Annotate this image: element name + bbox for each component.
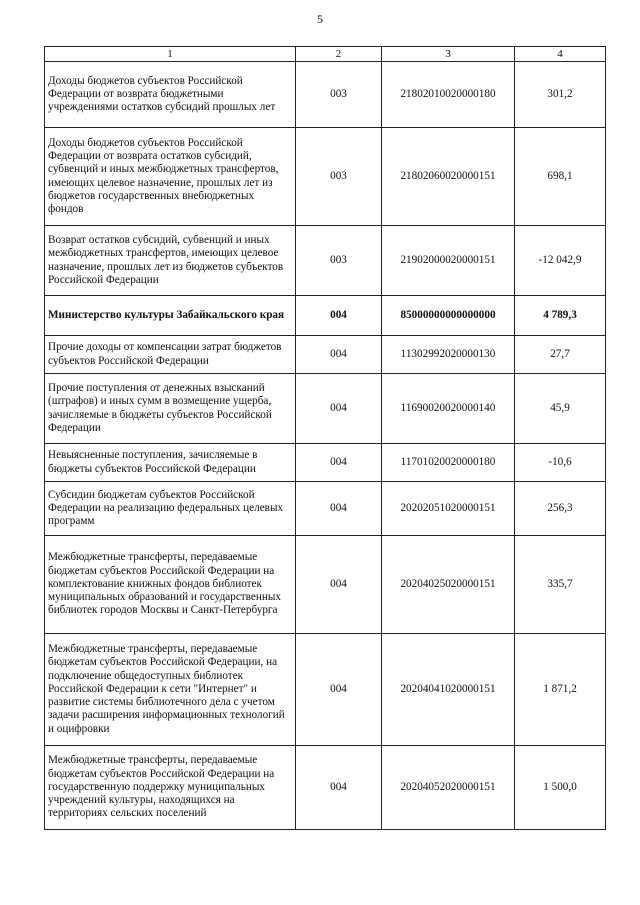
row-amount: 27,7: [515, 336, 606, 374]
page-number: 5: [317, 12, 323, 26]
row-name: Министерство культуры Забайкальского края: [45, 296, 296, 336]
table-row: [45, 536, 606, 634]
row-admin-code: 004: [296, 482, 382, 536]
row-name: Прочие доходы от компенсации затрат бюджетов субъектов Российской Федерации: [45, 336, 296, 374]
row-amount: 698,1: [515, 128, 606, 226]
row-budget-code: 20204041020000151: [382, 634, 515, 746]
row-budget-code: 11701020020000180: [382, 444, 515, 482]
row-name: Межбюджетные трансферты, передаваемые бюджетам субъектов Российской Федерации на комплектование книжных фондов библиотек муниципальных образований и государственных библиотек городов Москвы и Санкт-Петербурга: [45, 536, 296, 634]
row-budget-code: 85000000000000000: [382, 296, 515, 336]
table-row: [45, 374, 606, 444]
row-admin-code: 004: [296, 536, 382, 634]
row-name: Прочие поступления от денежных взысканий (штрафов) и иных сумм в возмещение ущерба, зачисляемые в бюджеты субъектов Российской Федерации: [45, 374, 296, 444]
row-budget-code: 20204052020000151: [382, 746, 515, 830]
table-row: [45, 336, 606, 374]
table-row: [45, 62, 606, 128]
row-budget-code: 11690020020000140: [382, 374, 515, 444]
table-row: [45, 444, 606, 482]
table-row: [45, 634, 606, 746]
table-row-section: [45, 296, 606, 336]
row-name: Невыясненные поступления, зачисляемые в бюджеты субъектов Российской Федерации: [45, 444, 296, 482]
row-amount: 1 500,0: [515, 746, 606, 830]
table-row: [45, 746, 606, 830]
row-name: Субсидии бюджетам субъектов Российской Федерации на реализацию федеральных целевых программ: [45, 482, 296, 536]
row-amount: 45,9: [515, 374, 606, 444]
table-row: [45, 226, 606, 296]
revenue-table: [44, 46, 606, 830]
row-admin-code: 004: [296, 336, 382, 374]
row-amount: 301,2: [515, 62, 606, 128]
row-admin-code: 003: [296, 226, 382, 296]
row-admin-code: 004: [296, 296, 382, 336]
row-name: Доходы бюджетов субъектов Российской Федерации от возврата бюджетными учреждениями остатков субсидий прошлых лет: [45, 62, 296, 128]
row-budget-code: 11302992020000130: [382, 336, 515, 374]
row-amount: 335,7: [515, 536, 606, 634]
row-name: Межбюджетные трансферты, передаваемые бюджетам субъектов Российской Федерации, на подключение общедоступных библиотек Российской Федерации к сети "Интернет" и развитие системы библиотечного дела с учетом задачи расширения информационных технологий и оцифровки: [45, 634, 296, 746]
column-header-2: 2: [296, 47, 382, 62]
table-row: [45, 482, 606, 536]
table-header-row: [45, 47, 606, 62]
row-admin-code: 004: [296, 634, 382, 746]
row-name: Межбюджетные трансферты, передаваемые бюджетам субъектов Российской Федерации на государственную поддержку муниципальных учреждений культуры, находящихся на территориях сельских поселений: [45, 746, 296, 830]
row-budget-code: 21802060020000151: [382, 128, 515, 226]
row-amount: 4 789,3: [515, 296, 606, 336]
row-budget-code: 21802010020000180: [382, 62, 515, 128]
row-budget-code: 20202051020000151: [382, 482, 515, 536]
row-amount: 1 871,2: [515, 634, 606, 746]
row-admin-code: 003: [296, 62, 382, 128]
row-name: Возврат остатков субсидий, субвенций и иных межбюджетных трансфертов, имеющих целевое назначение, прошлых лет из бюджетов субъектов Российской Федерации: [45, 226, 296, 296]
row-amount: -12 042,9: [515, 226, 606, 296]
row-name: Доходы бюджетов субъектов Российской Федерации от возврата остатков субсидий, субвенций и иных межбюджетных трансфертов, имеющих целевое назначение, прошлых лет из бюджетов государственных внебюджетных фондов: [45, 128, 296, 226]
column-header-1: 1: [45, 47, 296, 62]
column-header-4: 4: [515, 47, 606, 62]
row-admin-code: 004: [296, 746, 382, 830]
table-row: [45, 128, 606, 226]
row-budget-code: 21902000020000151: [382, 226, 515, 296]
row-admin-code: 003: [296, 128, 382, 226]
row-budget-code: 20204025020000151: [382, 536, 515, 634]
column-header-3: 3: [382, 47, 515, 62]
row-admin-code: 004: [296, 444, 382, 482]
row-amount: 256,3: [515, 482, 606, 536]
row-admin-code: 004: [296, 374, 382, 444]
row-amount: -10,6: [515, 444, 606, 482]
